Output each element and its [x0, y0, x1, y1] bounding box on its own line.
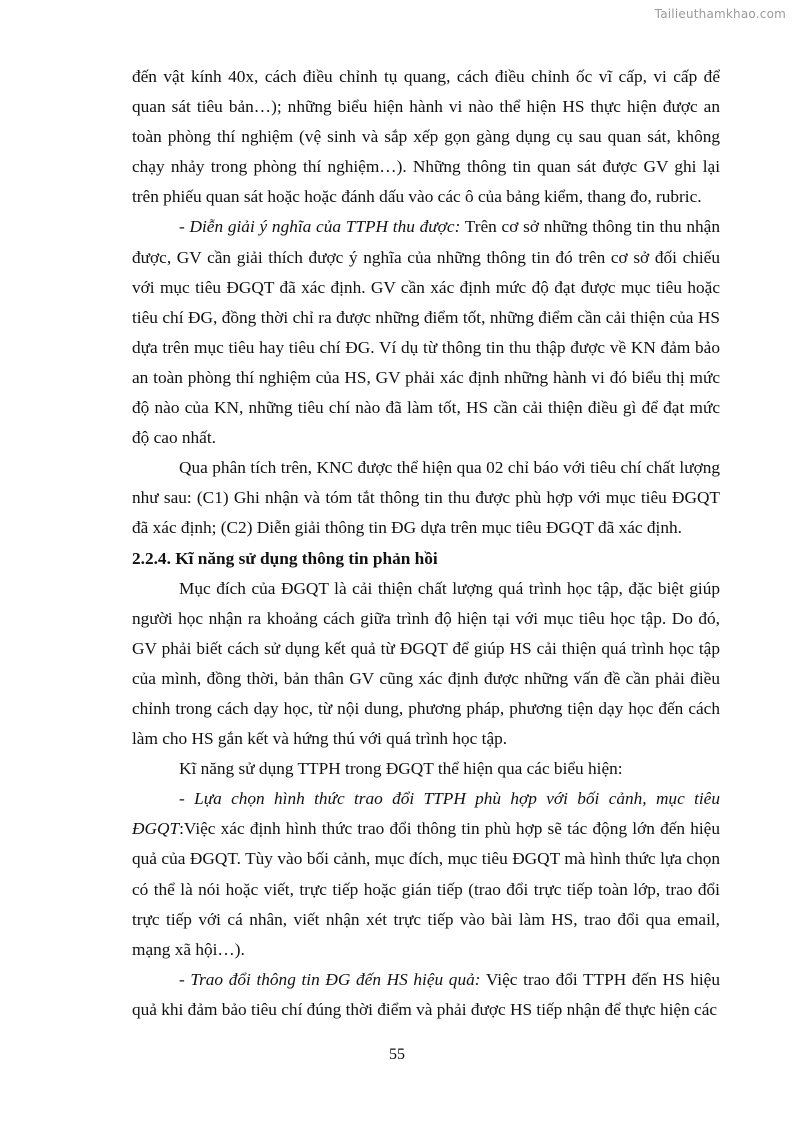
- paragraph-colon: :: [179, 819, 184, 839]
- document-body: [132, 62, 720, 1025]
- paragraph-text: Việc xác định hình thức trao đổi thông tin phù hợp sẽ tác động lớn đến hiệu quả của ĐGQT. Tùy vào bối cảnh, mục đích, mục tiêu ĐGQT mà hình thức lựa chọn có thể là nói hoặc viết, trực tiếp hoặc gián tiếp (trao đổi trực tiếp toàn lớp, trao đổi trực tiếp với cá nhân, viết nhận xét trực tiếp vào bài làm HS, trao đổi qua email, mạng xã hội…).: [132, 819, 720, 959]
- paragraph-label: - Diễn giải ý nghĩa của TTPH thu được:: [179, 217, 461, 237]
- watermark: Tailieuthamkhao.com: [654, 7, 786, 21]
- section-heading: 2.2.4. Kĩ năng sử dụng thông tin phản hồi: [132, 548, 438, 568]
- paragraph-label: - Trao đổi thông tin ĐG đến HS hiệu quả:: [179, 969, 481, 989]
- paragraph-purpose: Mục đích của ĐGQT là cải thiện chất lượng quá trình học tập, đặc biệt giúp người học nhận ra khoảng cách giữa trình độ hiện tại với mục tiêu học tập. Do đó, GV phải biết cách sử dụng kết quả từ ĐGQT để giúp HS cải thiện quá trình học tập của mình, đồng thời, bản thân GV cũng xác định được những vấn đề cần phải điều chỉnh trong cách dạy học, từ nội dung, phương pháp, phương tiện dạy học đến cách làm cho HS gắn kết và hứng thú với quá trình học tập.: [132, 578, 720, 749]
- page-number: 55: [389, 1046, 405, 1063]
- paragraph-interpretation: [132, 212, 720, 453]
- paragraph-continuation: đến vật kính 40x, cách điều chỉnh tụ quang, cách điều chỉnh ốc vĩ cấp, vi cấp để quan sát tiêu bản…); những biểu hiện hành vi nào thể hiện HS thực hiện được an toàn phòng thí nghiệm (vệ sinh và sắp xếp gọn gàng dụng cụ sau quan sát, không chạy nhảy trong phòng thí nghiệm…). Những thông tin quan sát được GV ghi lại trên phiếu quan sát hoặc hoặc đánh dấu vào các ô của bảng kiểm, thang đo, rubric.: [132, 67, 720, 207]
- paragraph-exchange: [132, 965, 720, 1025]
- paragraph-label: - Lựa chọn hình thức trao đổi TTPH phù hợp với bối cảnh, mục tiêu ĐGQT: [132, 789, 720, 839]
- paragraph-summary: Qua phân tích trên, KNC được thể hiện qua 02 chỉ báo với tiêu chí chất lượng như sau: (C1) Ghi nhận và tóm tắt thông tin thu được phù hợp với mục tiêu ĐGQT đã xác định; (C2) Diễn giải thông tin ĐG dựa trên mục tiêu ĐGQT đã xác định.: [132, 458, 720, 538]
- paragraph-text: Việc trao đổi TTPH đến HS hiệu quả khi đảm bảo tiêu chí đúng thời điểm và phải được HS tiếp nhận để thực hiện các: [132, 969, 720, 1019]
- paragraph-intro: Kĩ năng sử dụng TTPH trong ĐGQT thể hiện qua các biểu hiện:: [179, 759, 623, 779]
- paragraph-text: Trên cơ sở những thông tin thu nhận được, GV cần giải thích được ý nghĩa của những thông tin đó trên cơ sở đối chiếu với mục tiêu ĐGQT đã xác định. GV cần xác định mức độ đạt được mục tiêu hoặc tiêu chí ĐG, đồng thời chỉ ra được những điểm tốt, những điểm cần cải thiện của HS dựa trên mục tiêu hay tiêu chí ĐG. Ví dụ từ thông tin thu thập được về KN đảm bảo an toàn phòng thí nghiệm của HS, GV phải xác định những hành vi đó biểu thị mức độ nào của KN, những tiêu chí nào đã làm tốt, HS cần cải thiện điều gì để đạt mức độ cao nhất.: [132, 217, 720, 448]
- paragraph-form-selection: [132, 784, 720, 965]
